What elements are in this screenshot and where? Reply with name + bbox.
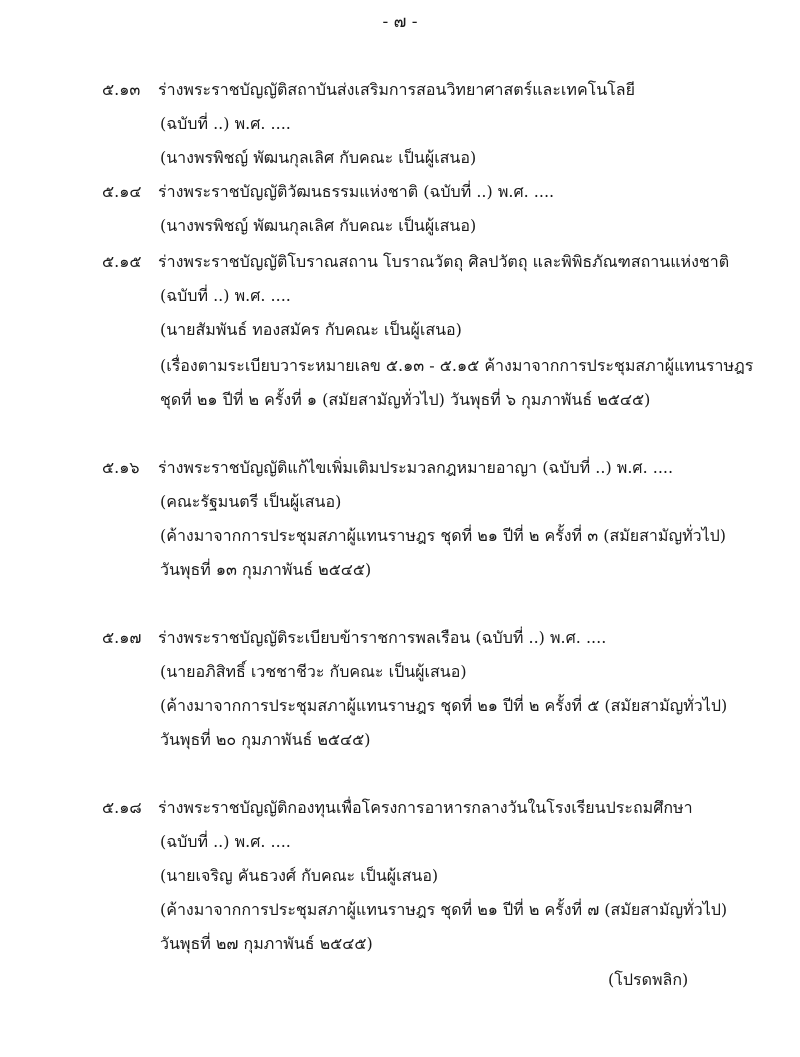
bill-title: ร่างพระราชบัญญัติโบราณสถาน โบราณวัตถุ ศิลปวัตถุ และพิพิธภัณฑสถานแห่งชาติ (158, 252, 730, 271)
bill-title: ร่างพระราชบัญญัติกองทุนเพื่อโครงการอาหารกลางวันในโรงเรียนประถมศึกษา (158, 798, 693, 817)
bill-edition: (ฉบับที่ ..) พ.ศ. .... (160, 832, 291, 851)
item-number: ๕.๑๗ (102, 628, 142, 647)
please-turn-over-note: (โปรดพลิก) (608, 970, 689, 989)
item-number: ๕.๑๖ (102, 458, 140, 477)
item-number: ๕.๑๓ (102, 80, 141, 99)
bill-note-continued: ชุดที่ ๒๑ ปีที่ ๒ ครั้งที่ ๑ (สมัยสามัญทั่วไป) วันพุธที่ ๖ กุมภาพันธ์ ๒๕๔๕) (160, 390, 651, 409)
bill-note-continued: วันพุธที่ ๒๗ กุมภาพันธ์ ๒๕๔๕) (160, 934, 373, 953)
bill-title: ร่างพระราชบัญญัติวัฒนธรรมแห่งชาติ (ฉบับที่ ..) พ.ศ. .... (158, 182, 555, 201)
bill-proposer: (คณะรัฐมนตรี เป็นผู้เสนอ) (160, 492, 342, 511)
bill-note: (ค้างมาจากการประชุมสภาผู้แทนราษฎร ชุดที่ ๒๑ ปีที่ ๒ ครั้งที่ ๗ (สมัยสามัญทั่วไป) (160, 900, 728, 919)
bill-title: ร่างพระราชบัญญัติระเบียบข้าราชการพลเรือน (ฉบับที่ ..) พ.ศ. .... (158, 628, 607, 647)
bill-edition: (ฉบับที่ ..) พ.ศ. .... (160, 114, 291, 133)
item-number: ๕.๑๕ (102, 252, 142, 271)
bill-proposer: (นายเจริญ คันธวงศ์ กับคณะ เป็นผู้เสนอ) (160, 866, 439, 885)
bill-note-continued: วันพุธที่ ๑๓ กุมภาพันธ์ ๒๕๔๕) (160, 560, 372, 579)
page-number: - ๗ - (382, 12, 418, 32)
bill-title: ร่างพระราชบัญญัติสถาบันส่งเสริมการสอนวิทยาศาสตร์และเทคโนโลยี (158, 80, 635, 99)
bill-proposer: (นายสัมพันธ์ ทองสมัคร กับคณะ เป็นผู้เสนอ) (160, 320, 462, 339)
bill-proposer: (นายอภิสิทธิ์ เวชชาชีวะ กับคณะ เป็นผู้เสนอ) (160, 662, 467, 681)
item-number: ๕.๑๘ (102, 798, 142, 817)
bill-title: ร่างพระราชบัญญัติแก้ไขเพิ่มเติมประมวลกฎหมายอาญา (ฉบับที่ ..) พ.ศ. .... (158, 458, 674, 477)
bill-edition: (ฉบับที่ ..) พ.ศ. .... (160, 286, 291, 305)
bill-note: (ค้างมาจากการประชุมสภาผู้แทนราษฎร ชุดที่ ๒๑ ปีที่ ๒ ครั้งที่ ๕ (สมัยสามัญทั่วไป) (160, 696, 728, 715)
bill-proposer: (นางพรพิชญ์ พัฒนกุลเลิศ กับคณะ เป็นผู้เสนอ) (160, 148, 477, 167)
item-number: ๕.๑๔ (102, 182, 142, 201)
bill-proposer: (นางพรพิชญ์ พัฒนกุลเลิศ กับคณะ เป็นผู้เสนอ) (160, 216, 477, 235)
bill-note: (เรื่องตามระเบียบวาระหมายเลข ๕.๑๓ - ๕.๑๕ ค้างมาจากการประชุมสภาผู้แทนราษฎร (160, 356, 754, 375)
bill-note-continued: วันพุธที่ ๒๐ กุมภาพันธ์ ๒๕๔๕) (160, 730, 371, 749)
bill-note: (ค้างมาจากการประชุมสภาผู้แทนราษฎร ชุดที่ ๒๑ ปีที่ ๒ ครั้งที่ ๓ (สมัยสามัญทั่วไป) (160, 526, 727, 545)
